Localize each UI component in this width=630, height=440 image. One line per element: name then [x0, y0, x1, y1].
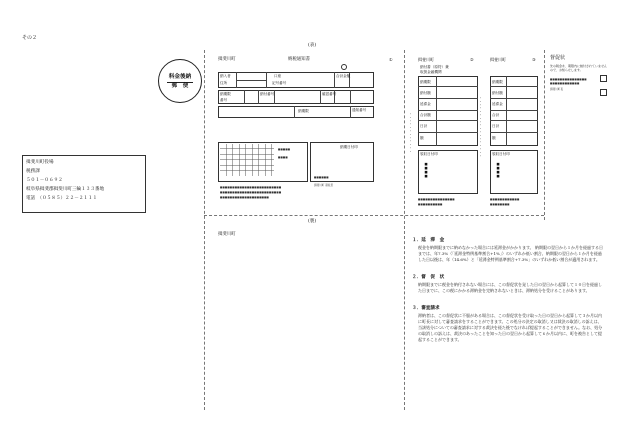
section1-body: 税金を納期限までに納めなかった場合には延滞金がかかります。 納期限の翌日から１か月を経過する日までは、年7.3%（「延滞金特例基準割合+1%」）のいずれか低い割合、納期限の翌日から１か月を経過した日以後は、年（14.6%）と「延滞金特例基準割合+7.3%」のいずれか低い割合が適用されます。 — [418, 245, 603, 262]
postal-mark-line1: 料金後納 — [168, 74, 192, 80]
receipt-mid-seal-no: ② — [470, 57, 474, 62]
face-back-label: (裏) — [308, 219, 317, 224]
notice-form: 揖斐川町 納税通知書 ① 納入者 口座 記号番号 合計金額 住所 納期限 番号 納付番号 確認番号 納期限 通知番号 ■■■■■ ■■■■ 納期日付印 ■■■■■■ 揖斐川町 領収書 ■■■■■■■■■■■■■■■■■■■■■■■■■ ■■■■■■■■■■■■■■■■■■■■■■■■■ ■■■■■■■■■■■■■■■■■■■■ — [218, 57, 393, 199]
label-notice-no: 通知番号 — [352, 108, 367, 112]
label-payer: 納入者 — [220, 74, 231, 78]
label-account-no: 記号番号 — [272, 81, 287, 85]
receipt-mid-town: 揖斐川町 — [418, 57, 434, 62]
section1-heading: １．延 滞 金 — [412, 238, 445, 243]
fold-line-right — [544, 50, 545, 220]
reminder-office: 揖斐川町長 — [550, 88, 563, 91]
notice-seal-no: ① — [389, 57, 393, 62]
receipt-middle: 揖斐川町 ② 納付書（原符）兼 取扱金融機関 納期限 納付額 延滞金 合計額 日計 額 領収日付印 ■■■■ ■■■■■■■■■■■■■■■ ■■■■■■■■■■ — [416, 52, 482, 212]
fold-line-middle — [404, 50, 405, 410]
date-stamp-label: 納期日付印 — [340, 145, 358, 149]
notice-seal-1 — [341, 64, 347, 70]
receipt-right-label-sum: 額 — [492, 136, 496, 140]
strip-text-1: ・・・・・・・・・・・・ — [408, 112, 412, 153]
label-address: 住所 — [220, 81, 228, 85]
back-left-panel — [214, 230, 402, 405]
fold-line-left — [204, 50, 205, 410]
detail-box — [218, 142, 308, 182]
face-front-label: (表) — [308, 43, 317, 48]
receipt-right-stamp-label: 領収日付印 — [492, 152, 510, 156]
strip-text-2: ・・・・・・・・・・・・・・・・・・ — [478, 96, 482, 158]
label-number: 番号 — [220, 98, 228, 102]
receipt-label: 揖斐川町 領収書 — [314, 184, 333, 187]
receipt-mid-label-amount: 納付額 — [420, 91, 431, 95]
receipt-mid-label-daily: 日計 — [420, 124, 428, 128]
receipt-right-label-due: 納期限 — [492, 80, 503, 84]
label-due-date-2: 納期限 — [298, 109, 309, 113]
label-total: 合計金額 — [336, 74, 351, 78]
receipt-right-label-daily: 日計 — [492, 124, 500, 128]
section2-body: 納期限までに税金を納付されない場合には、この督促状を発した日の翌日から起算して１０日を経過した日までに、この税にかかる滞納金を完納されないときは、滞納処分を受けることがあります。 — [418, 282, 602, 293]
back-town: 揖斐川町 — [218, 232, 236, 237]
reminder-title: 督促状 — [550, 55, 566, 61]
receipt-right-seal-no: ③ — [532, 57, 536, 62]
sender-address: 岐阜県揖斐郡揖斐川町三輪１３３番地 — [26, 187, 105, 192]
receipt-right-label-total: 合計 — [492, 113, 500, 117]
reminder-seal — [600, 75, 607, 82]
receipt-mid-stamp-label: 領収日付印 — [420, 152, 438, 156]
section3-body: 滞納者は、この督促状に不服がある場合は、この督促状を受け取った日の翌日から起算して３か月以内に町長に対して審査請求をすることができます。この処分の決定の取消し又は裁決の取消しの訴えは、当該処分についての審査請求に対する裁決を経た後でなければ提起することができません。なお、処分の取消しの訴えは、裁決のあったことを知った日の翌日から起算して６か月以内に、町を被告として提起することができます。 — [418, 313, 603, 342]
back-explanations — [412, 238, 604, 406]
page-label: その２ — [22, 35, 38, 41]
reminder-card: 督促状 先の税金を、期限内に納付されていませんので、お知らせします。 ■■■■■■■■■■■■■■■ ■■■■■■■■■■■■ 揖斐川町長 — [548, 52, 610, 132]
label-due-date: 納期限 — [220, 92, 231, 96]
receipt-mid-subtitle: 取扱金融機関 — [420, 70, 442, 74]
postal-mark — [158, 59, 202, 103]
receipt-mid-label-total: 合計額 — [420, 113, 431, 117]
notice-town: 揖斐川町 — [218, 57, 236, 62]
section2-heading: ２．督 促 状 — [412, 275, 445, 280]
receipt-mid-label-late: 延滞金 — [420, 102, 431, 106]
fold-line-horizontal — [204, 215, 544, 216]
section3-heading: ３．審査請求 — [412, 306, 440, 311]
sender-postcode: ５０１－０６９２ — [26, 178, 63, 183]
label-payment-no: 納付番号 — [260, 92, 275, 96]
sender-office: 揖斐川町役場 — [26, 160, 54, 165]
sender-phone: 電話 （０５８５）２２－２１１１ — [26, 196, 98, 201]
receipt-right: 揖斐川町 ③ 納期限 納付額 延滞金 合計 日計 額 領収日付印 ■■■■ ■■■■■■■■■■■■ ■■■■■■■■ — [488, 52, 542, 212]
receipt-right-town: 揖斐川町 — [490, 57, 506, 62]
reminder-seal-2 — [600, 89, 607, 96]
notice-title: 納税通知書 — [288, 57, 310, 62]
sender-address-box — [22, 155, 146, 213]
postal-mark-line2: 郵 便 — [171, 83, 189, 89]
reminder-text: 先の税金を、期限内に納付されていませんので、お知らせします。 — [550, 64, 608, 72]
label-confirm-no: 確認番号 — [322, 92, 337, 96]
receipt-mid-title: 納付書（原符）兼 — [420, 65, 449, 69]
receipt-right-label-late: 延滞金 — [492, 102, 503, 106]
label-account: 口座 — [274, 74, 282, 78]
receipt-mid-label-sum: 額 — [420, 136, 424, 140]
receipt-right-label-amount: 納付額 — [492, 91, 503, 95]
receipt-mid-label-due: 納期限 — [420, 80, 431, 84]
sender-dept: 税務課 — [26, 169, 40, 174]
